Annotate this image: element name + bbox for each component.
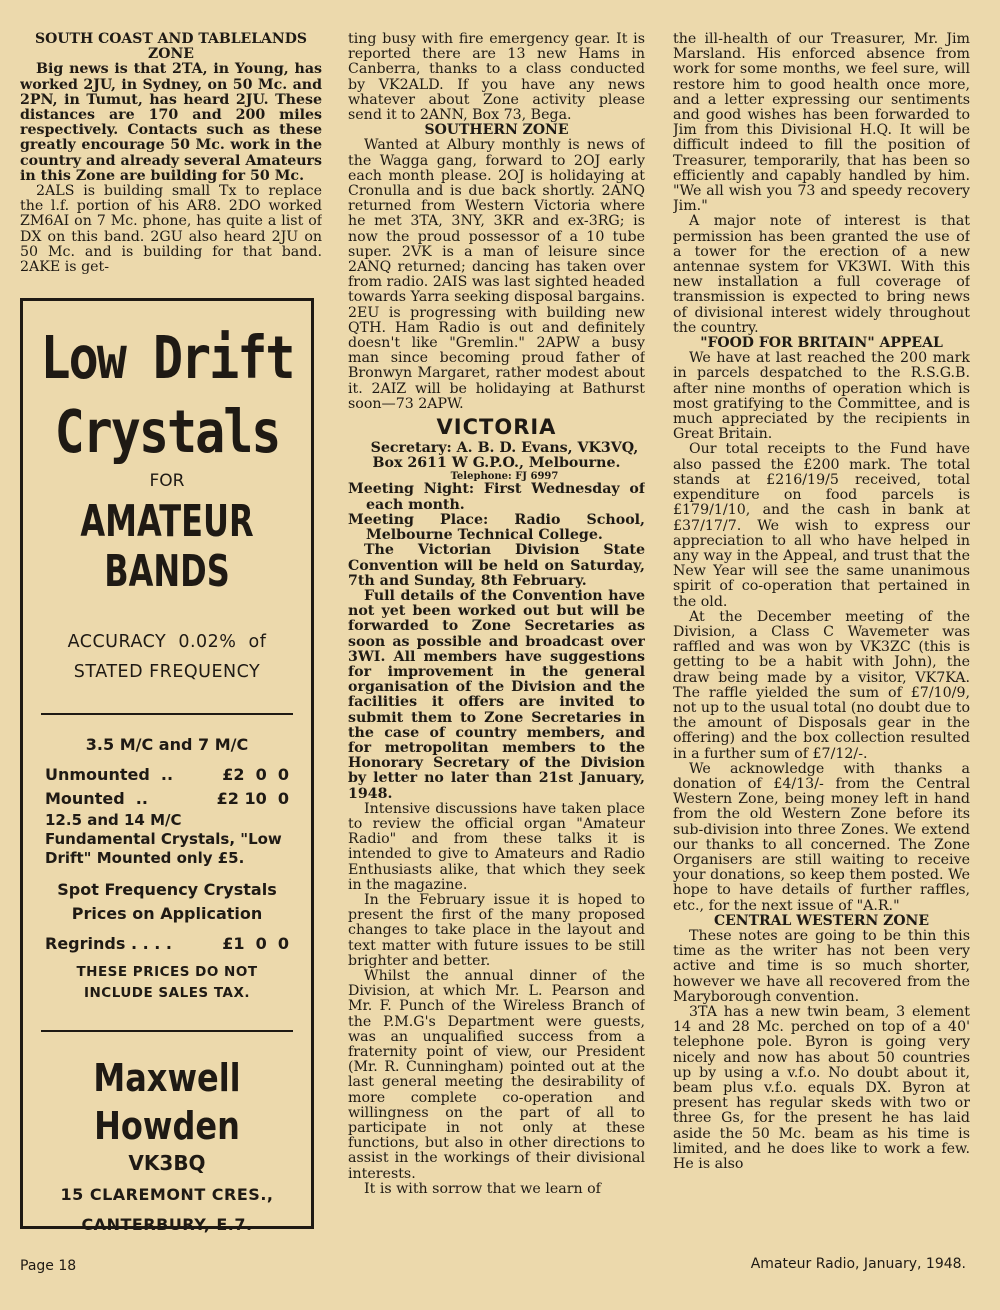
paragraph-february-issue: In the February issue it is hoped to present the first of the many proposed changes to take place in the layout and text matter with future issues to be still brighter and better. — [348, 891, 645, 969]
column-2 — [348, 32, 645, 1244]
ad-stated-frequency: STATED FREQUENCY — [73, 662, 261, 682]
ad-spot-frequency: Spot Frequency Crystals — [57, 880, 277, 899]
victoria-meeting-night: Meeting Night: First Wednesday of each month. — [348, 481, 645, 513]
heading-victoria: VICTORIA — [436, 415, 557, 440]
paragraph-wagga: Wanted at Albury monthly is news of the Wagga gang, forward to 2OJ early each month please. 2OJ is holidaying at Cronulla and is due back shortly. 2ANQ returned from Western Victoria where he met 3TA, 3NY, 3KR and ex-3RG; is now the proud possessor of a 10 tube super. 2VK is a man of leisure since 2ANQ returned; dancing has taken over from radio. 2AIS was last sighted headed towards Yarra seeking disposal bargains. 2EU is progressing with building new QTH. Ham Radio is out and definitely doesn't like "Gremlin." 2APW a busy man since becoming proud father of Bronwyn Margaret, rather modest about it. 2AIZ will be holidaying at Bathurst soon—73 2APW. — [348, 137, 645, 412]
paragraph-parcels: We have at last reached the 200 mark in parcels despatched to the R.S.G.B. after nine months of operation which is most gratifying to the Committee, and is much appreciated by the recipients in Great Britain. — [673, 350, 970, 443]
paragraph-twin-beam: 3TA has a new twin beam, 3 element 14 and 28 Mc. perched on top of a 40' telephone pole. Byron is going very nicely and now has about 50 countries up by using a v.f.o. No doubt about it, beam plus v.f.o. equals DX. Byron at present has regular skeds with two or three Gs, for the present he has laid aside the 50 Mc. beam as his time is limited, and he does like to work a few. He is also — [673, 1004, 970, 1173]
heading-food-for-britain: "FOOD FOR BRITAIN" APPEAL — [700, 335, 943, 352]
ad-regrinds-label: Regrinds . . . . — [45, 934, 172, 953]
ad-mounted-price: £2 10 0 — [216, 789, 289, 808]
ad-price-unmounted — [23, 763, 311, 787]
ad-address-2: CANTERBURY, E.7. — [81, 1215, 253, 1234]
ad-company-name: Maxwell Howden — [93, 1055, 241, 1149]
ad-callsign: VK3BQ — [128, 1151, 206, 1175]
ad-regrinds-price: £1 0 0 — [222, 934, 289, 953]
paragraph-annual-dinner: Whilst the annual dinner of the Division, at which Mr. L. Pearson and Mr. F. Punch of the Wireless Branch of the P.M.G's Department were guests, was an unqualified success from a fraternity point of view, our President (Mr. R. Cunningham) pointed out at the last general meeting the desirability of more complete co-operation and willingness on the part of all to participate in not only at these functions, but also in other directions to assist in the workings of their divisional interests. — [348, 967, 645, 1182]
paragraph-tower: A major note of interest is that permission has been granted the use of a tower for the erection of a new antennae system for VK3WI. With this new installation a full coverage of transmission is expected to bring news of divisional interest widely throughout the country. — [673, 213, 970, 336]
ad-address-1: 15 CLAREMONT CRES., — [60, 1185, 274, 1204]
ad-prices-application: Prices on Application — [71, 904, 263, 923]
paragraph-treasurer: the ill-health of our Treasurer, Mr. Jim Marsland. His enforced absence from work for some months, we feel sure, will restore him to good health once more, and a letter expressing our sentiments and good wishes has been forwarded to Jim from this Divisional H.Q. It will be difficult indeed to fill the position of Treasurer, temporarily, that has been so efficiently and capably handled by him. "We all wish you 73 and speedy recovery Jim." — [673, 32, 970, 215]
victoria-telephone: Telephone: FJ 6997 — [450, 471, 559, 483]
ad-unmounted-price: £2 0 0 — [222, 765, 289, 784]
ad-headline-crystals: Crystals — [54, 397, 280, 467]
ad-fundamental: 12.5 and 14 M/C Fundamental Crystals, "Low Drift" Mounted only £5. — [45, 811, 282, 867]
paragraph-fire-emergency: ting busy with fire emergency gear. It is reported there are 13 new Hams in Canberra, thanks to a class conducted by VK2ALD. If you have any news whatever about Zone activity please send it to 2ANN, Box 73, Bega. — [348, 32, 645, 124]
paragraph-intensive-discussions: Intensive discussions have taken place to review the official organ "Amateur Radio" and from these talks it is intended to give to Amateurs and Radio Enthusiasts alike, that which they seek in the magazine. — [348, 800, 645, 893]
ad-mounted-label: Mounted .. — [45, 789, 148, 808]
column-3 — [673, 32, 970, 1244]
heading-south-coast: SOUTH COAST AND TABLELANDS ZONE — [35, 32, 307, 63]
victoria-secretary: Secretary: A. B. D. Evans, VK3VQ, Box 2611 W G.P.O., Melbourne. — [370, 440, 639, 472]
paragraph-raffle: At the December meeting of the Division, a Class C Wavemeter was raffled and was won by VK3ZC (this is getting to be a habit with John), the draw being made by a visitor, VK7KA. The raffle yielded the sum of £7/10/9, not up to the usual total (no doubt due to the amount of Disposals gear in the offering) and the box collection resulted in a further sum of £7/12/-. — [673, 608, 970, 762]
ad-accuracy: ACCURACY 0.02% of — [67, 632, 267, 652]
paragraph-2als: 2ALS is building small Tx to replace the l.f. portion of his AR8. 2DO worked ZM6AI on 7 Mc. phone, has quite a list of DX on this band. 2GU also heard 2JU on 50 Mc. and is building for that band. 2AKE is get- — [20, 183, 322, 276]
ad-price-regrinds — [23, 932, 311, 956]
paragraph-big-news: Big news is that 2TA, in Young, has worked 2JU, in Sydney, on 50 Mc. and 2PN, in Tumut, has heard 2JU. These distances are 170 and 200 miles respectively. Contacts such as these greatly encourage 50 Mc. work in the country and already several Amateurs in this Zone are building for 50 Mc. — [20, 61, 322, 184]
ad-headline-low-drift: Low Drift — [40, 323, 294, 393]
ad-bands: BANDS — [104, 545, 230, 597]
ad-for: FOR — [149, 471, 185, 491]
victoria-meeting-place: Meeting Place: Radio School, Melbourne Technical College. — [348, 511, 645, 544]
paragraph-convention: The Victorian Division State Convention will be held on Saturday, 7th and Sunday, 8th February. — [348, 542, 645, 589]
paragraph-convention-details: Full details of the Convention have not yet been worked out but will be forwarded to Zone Secretaries as soon as possible and broadcast over 3WI. All members have suggestions for improvement in the general organisation of the Division and the facilities it offers are invited to submit them to Zone Secretaries in the case of country members, and for metropolitan members to the Honorary Secretary of the Division by letter no later than 21st January, 1948. — [348, 587, 645, 802]
ad-band-range: 3.5 M/C and 7 M/C — [85, 735, 249, 754]
crystals-advertisement — [20, 298, 314, 1234]
paragraph-donation: We acknowledge with thanks a donation of £4/13/- from the Central Western Zone, being money left in hand from the old Western Zone before its sub-division into three Zones. We extend our thanks to all concerned. The Zone Organisers are still waiting to receive your donations, so keep them posted. We hope to have details of further raffles, etc., for the next issue of "A.R." — [673, 760, 970, 914]
paragraph-sorrow: It is with sorrow that we learn of — [364, 1180, 601, 1197]
ad-tax-note-2: INCLUDE SALES TAX. — [83, 985, 250, 1001]
paragraph-thin-notes: These notes are going to be thin this time as the writer has not been very active and time is so much shorter, however we have all recovered from the Maryborough convention. — [673, 927, 970, 1005]
heading-southern-zone: SOUTHERN ZONE — [424, 122, 569, 139]
ad-price-mounted — [23, 787, 311, 811]
page-number: Page 18 — [20, 1258, 77, 1274]
heading-central-western-zone: CENTRAL WESTERN ZONE — [713, 912, 930, 929]
paragraph-receipts: Our total receipts to the Fund have also passed the £200 mark. The total stands at £216/19/5 received, total expenditure on food parcels is £179/1/10, and the cash in bank at £37/17/7. We wish to express our appreciation to all who have helped in any way in the Appeal, and trust that the New Year will see the same unanimous spirit of co-operation that pertained in the old. — [673, 441, 970, 610]
ad-tax-note-1: THESE PRICES DO NOT — [76, 964, 258, 980]
ad-unmounted-label: Unmounted .. — [45, 765, 174, 784]
ad-amateur: AMATEUR — [80, 495, 254, 547]
column-1 — [20, 32, 322, 275]
issue-line: Amateur Radio, January, 1948. — [750, 1256, 966, 1272]
